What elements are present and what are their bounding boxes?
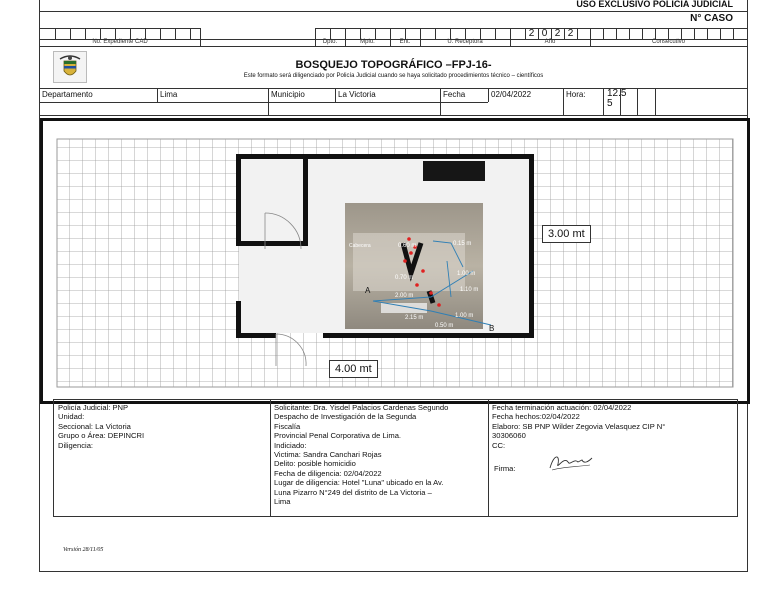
evidence-marker xyxy=(421,269,425,273)
measurement-label: 1.10 m xyxy=(460,287,479,293)
police-line: Seccional: La Victoria xyxy=(58,421,131,431)
evidence-marker xyxy=(429,291,433,295)
exclusive-use-label: USO EXCLUSIVO POLICIA JUDICIAL xyxy=(576,0,733,9)
year-digit: 2 xyxy=(567,28,574,39)
municipio-label: Municipio xyxy=(271,90,305,99)
evidence-marker xyxy=(437,303,441,307)
anio-label: Año xyxy=(544,39,556,45)
request-line: Lima xyxy=(274,497,291,507)
footer-col-request xyxy=(274,403,484,506)
measurement-label: 1.00 m xyxy=(455,313,474,319)
request-line: Fecha de diligencia: 02/04/2022 xyxy=(274,468,382,478)
object-sheet xyxy=(381,303,427,313)
length-dimension-label: 4.00 mt xyxy=(329,360,378,378)
police-line: Diligencia: xyxy=(58,440,94,450)
measurement-label: 2.00 m xyxy=(395,293,414,299)
year-digit: 0 xyxy=(541,28,548,39)
consecutivo-label: Consecutivo xyxy=(651,39,686,45)
expediente-label: No. Expediente CAD xyxy=(92,39,148,45)
version-label: Versión 28/11/05 xyxy=(63,547,104,553)
evidence-marker xyxy=(415,283,419,287)
evidence-marker xyxy=(409,251,413,255)
police-line: Policía Judicial: PNP xyxy=(58,403,129,412)
hora-value: 12.5 5 xyxy=(607,88,627,109)
dates-line: CC: xyxy=(492,440,506,450)
header-rule xyxy=(40,46,747,47)
request-line: Despacho de Investigación de la Segunda xyxy=(274,412,417,422)
measurement-label: 2.15 m xyxy=(405,315,424,321)
evidence-marker xyxy=(407,237,411,241)
footer-col-dates xyxy=(492,403,732,450)
dates-line: Fecha hechos:02/04/2022 xyxy=(492,412,580,422)
request-line: Lugar de diligencia: Hotel "Luna" ubicado en la Av. xyxy=(274,478,444,488)
departamento-value: Lima xyxy=(160,90,178,99)
ent-label: Ent. xyxy=(399,39,411,45)
year-digit: 2 xyxy=(528,28,535,39)
furniture-tv xyxy=(423,161,485,181)
point-label-a: A xyxy=(365,286,371,295)
municipio-value: La Victoria xyxy=(338,90,376,99)
marker-label: Cabecera xyxy=(349,243,371,249)
dates-line: 30306060 xyxy=(492,431,526,441)
measurement-label: 0.50 m xyxy=(435,323,454,329)
sketch-canvas xyxy=(43,121,747,401)
request-line: Indiciado: xyxy=(274,440,307,450)
case-number-label: N° CASO xyxy=(690,13,733,24)
request-line: Delito: posible homicidio xyxy=(274,459,356,469)
point-label-b: B xyxy=(489,324,495,333)
form-subtitle: Este formato será diligenciado por Policía Judicial cuando se haya solicitado procedimientos técnico – científicos xyxy=(243,73,544,79)
request-line: Provincial Penal Corporativa de Lima. xyxy=(274,431,402,441)
footer-col-police xyxy=(58,403,264,450)
departamento-label: Departamento xyxy=(42,90,93,99)
dates-line: Fecha terminación actuación: 02/04/2022 xyxy=(492,403,632,412)
measurement-label: 0.70 m xyxy=(395,275,414,281)
measurement-label: 1.00 m xyxy=(457,271,476,277)
fecha-value: 02/04/2022 xyxy=(491,90,532,99)
topographic-sketch xyxy=(40,118,750,404)
fecha-label: Fecha xyxy=(443,90,466,99)
request-line: Luna Pizarro N°249 del distrito de La Victoria – xyxy=(274,487,432,497)
request-line: Victima: Sandra Canchari Rojas xyxy=(274,450,382,460)
signature xyxy=(546,450,596,479)
measurement-label: 0.60 m xyxy=(398,243,417,249)
header-rule xyxy=(40,28,200,29)
police-line: Unidad: xyxy=(58,412,85,422)
police-line: Grupo o Área: DEPINCRI xyxy=(58,431,145,441)
footer-panel xyxy=(53,399,738,517)
measurement-label: 0.15 m xyxy=(453,241,472,247)
receptora-label: U. Receptora xyxy=(447,39,483,45)
mpio-label: Mpio. xyxy=(360,39,375,45)
firma-label: Firma: xyxy=(494,464,516,473)
year-digit: 2 xyxy=(554,28,561,39)
request-line: Solicitante: Dra. Yisdel Palacios Cardenas Segundo xyxy=(274,403,449,412)
evidence-marker xyxy=(403,259,407,263)
form-title: BOSQUEJO TOPOGRÁFICO –FPJ-16- xyxy=(295,59,492,71)
header-rule xyxy=(40,11,747,12)
dpto-label: Dpto. xyxy=(322,39,338,45)
width-dimension-label: 3.00 mt xyxy=(542,225,591,243)
dates-line: Elaboro: SB PNP Wilder Zegovia Velasquez CIP N° xyxy=(492,421,666,431)
request-line: Fiscalía xyxy=(274,421,301,431)
hora-label: Hora: xyxy=(566,90,586,99)
